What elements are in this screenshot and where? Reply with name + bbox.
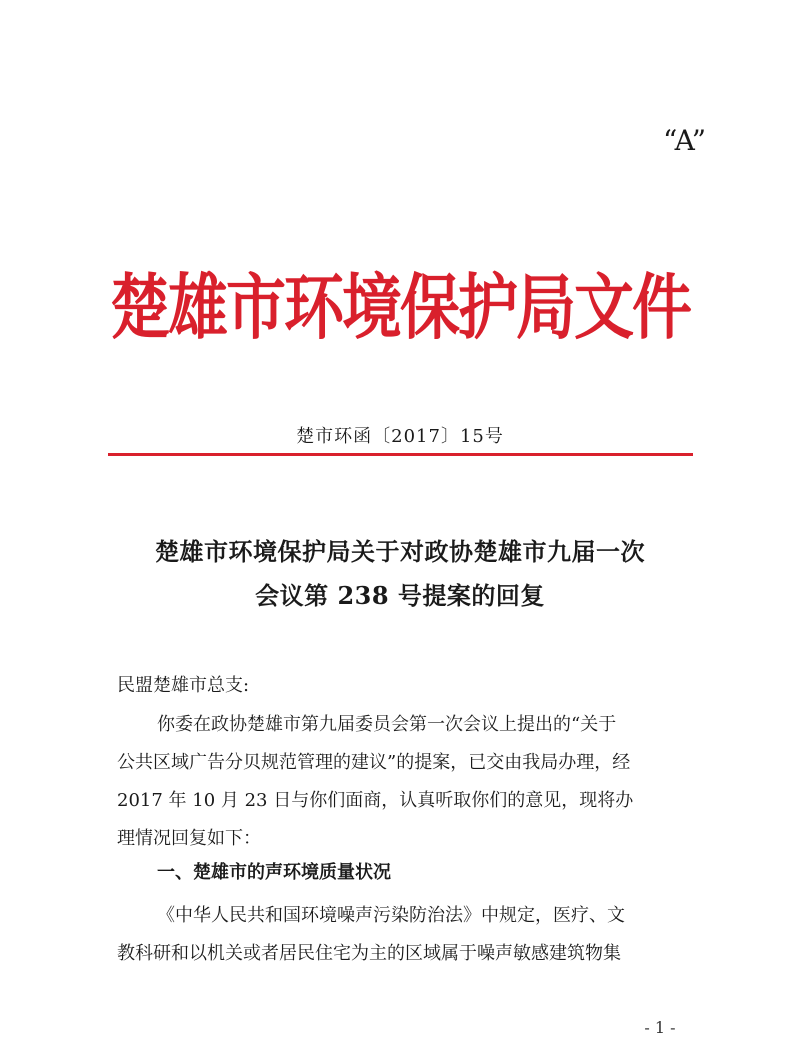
paragraph-2-line-1: 《中华人民共和国环境噪声污染防治法》中规定，医疗、文 <box>157 905 625 926</box>
salutation: 民盟楚雄市总支: <box>117 675 250 696</box>
paragraph-1 <box>117 706 707 858</box>
document-number: 楚市环函〔2017〕15号 <box>296 426 504 447</box>
document-masthead: 楚雄市环境保护局文件 <box>110 267 690 350</box>
red-divider-line <box>108 453 693 456</box>
section-heading-1: 一、楚雄市的声环境质量状况 <box>157 862 391 883</box>
paragraph-1-line-1: 你委在政协楚雄市第九届委员会第一次会议上提出的“关于 <box>157 714 617 735</box>
paragraph-2 <box>117 897 707 973</box>
paragraph-1-line-4: 理情况回复如下： <box>117 828 261 849</box>
document-title <box>100 530 700 618</box>
title-line-1: 楚雄市环境保护局关于对政协楚雄市九届一次 <box>155 537 645 566</box>
paragraph-1-line-2: 公共区域广告分贝规范管理的建议”的提案，已交由我局办理，经 <box>117 752 631 773</box>
document-grade: “A” <box>662 124 708 157</box>
page-number: - 1 - <box>644 1018 676 1037</box>
title-line-2: 会议第 238 号提案的回复 <box>255 581 545 610</box>
paragraph-1-line-3: 2017 年 10 月 23 日与你们面商，认真听取你们的意见，现将办 <box>117 790 634 811</box>
paragraph-2-line-2: 教科研和以机关或者居民住宅为主的区域属于噪声敏感建筑物集 <box>117 943 621 964</box>
